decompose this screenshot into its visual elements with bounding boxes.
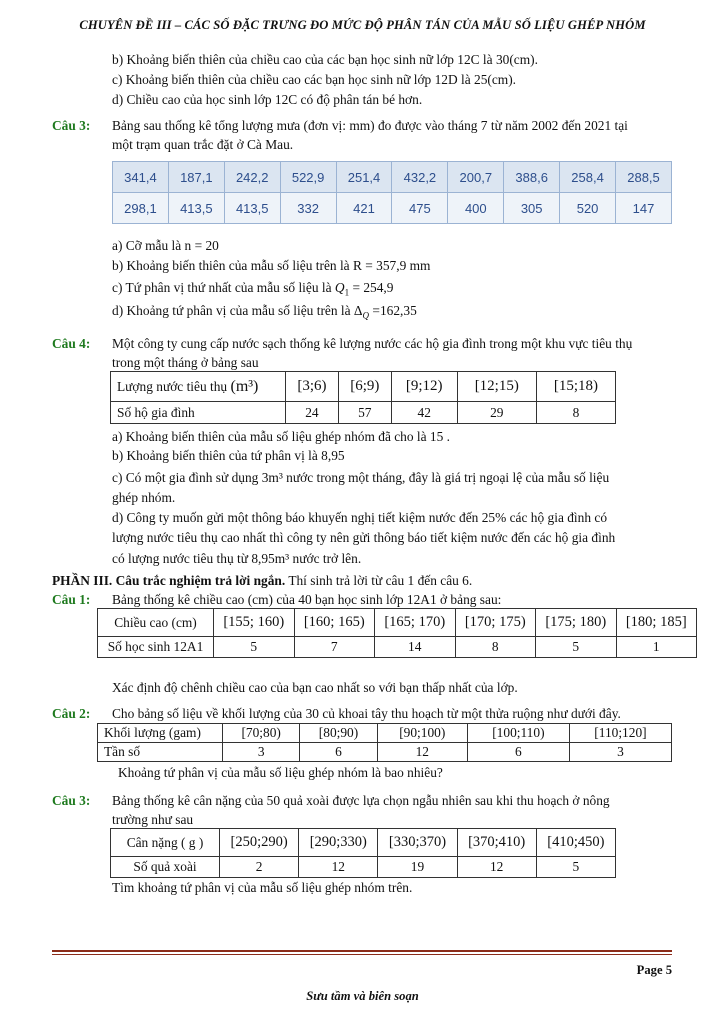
count-cell: 2 bbox=[220, 857, 299, 878]
count-cell: 14 bbox=[375, 637, 456, 658]
rain-cell: 522,9 bbox=[280, 162, 336, 193]
q4-text-1: Một công ty cung cấp nước sạch thống kê lượng nước các hộ gia đình trong một khu vực tiêu thụ bbox=[112, 336, 633, 351]
part3-title: PHẦN III. Câu trắc nghiệm trả lời ngắn. bbox=[52, 573, 286, 588]
interval-cell: [330;370) bbox=[378, 829, 457, 857]
count-cell: 7 bbox=[294, 637, 375, 658]
interval-cell: [70;80) bbox=[223, 724, 300, 743]
water-row-label bbox=[111, 372, 286, 402]
rain-cell: 520 bbox=[560, 193, 616, 224]
footer-rule-thin bbox=[52, 954, 672, 955]
q4-item-c-1: c) Có một gia đình sử dụng 3m³ nước trong một tháng, đây là giá trị ngoại lệ của mẫu số liệu bbox=[112, 470, 610, 485]
q3-item-b: b) Khoảng biến thiên của mẫu số liệu trên là R = 357,9 mm bbox=[112, 258, 431, 273]
count-cell: 57 bbox=[338, 402, 391, 424]
rain-cell: 242,2 bbox=[224, 162, 280, 193]
rain-cell: 400 bbox=[448, 193, 504, 224]
interval-cell: [90;100) bbox=[377, 724, 467, 743]
potato-count-label: Tần số bbox=[98, 743, 223, 762]
count-cell: 8 bbox=[536, 402, 615, 424]
height-row-counts bbox=[98, 637, 697, 658]
q3-d-text: d) Khoảng tứ phân vị của mẫu số liệu trên là bbox=[112, 303, 351, 318]
count-cell: 42 bbox=[391, 402, 457, 424]
footer-rule-thick bbox=[52, 950, 672, 952]
q4-item-a: a) Khoảng biến thiên của mẫu số liệu ghép nhóm đã cho là 15 . bbox=[112, 429, 451, 444]
q3-d-sub: Q bbox=[362, 310, 370, 321]
interval-cell: [250;290) bbox=[220, 829, 299, 857]
potato-row-counts bbox=[98, 743, 672, 762]
part3-subtitle: Thí sinh trả lời từ câu 1 đến câu 6. bbox=[288, 573, 473, 588]
interval-cell: [9;12) bbox=[391, 372, 457, 402]
count-cell: 19 bbox=[378, 857, 457, 878]
page-footer: Sưu tầm và biên soạn bbox=[306, 989, 419, 1003]
page-number: Page 5 bbox=[636, 963, 672, 977]
interval-cell: [180; 185] bbox=[616, 609, 697, 637]
count-cell: 24 bbox=[286, 402, 339, 424]
q3-c-sub: 1 bbox=[344, 287, 350, 298]
q3-d-var: Δ bbox=[353, 303, 363, 318]
potato-row-label: Khối lượng (gam) bbox=[98, 724, 223, 743]
q4-label: Câu 4: bbox=[52, 336, 91, 351]
q3-label: Câu 3: bbox=[52, 118, 91, 133]
p3q2-question: Khoảng tứ phân vị của mẫu số liệu ghép nhóm là bao nhiêu? bbox=[118, 765, 443, 780]
q4-item-d-1: d) Công ty muốn gửi một thông báo khuyến nghị tiết kiệm nước đến 25% các hộ gia đình có bbox=[112, 510, 608, 525]
rain-cell: 258,4 bbox=[560, 162, 616, 193]
count-cell: 12 bbox=[457, 857, 536, 878]
item-b: b) Khoảng biến thiên của chiều cao của các bạn học sinh nữ lớp 12C là 30(cm). bbox=[112, 52, 538, 67]
p3q3-question: Tìm khoảng tứ phân vị của mẫu số liệu ghép nhóm trên. bbox=[112, 880, 413, 895]
interval-cell: [3;6) bbox=[286, 372, 339, 402]
water-table bbox=[110, 371, 616, 424]
count-cell: 6 bbox=[467, 743, 569, 762]
count-cell: 3 bbox=[223, 743, 300, 762]
interval-cell: [410;450) bbox=[536, 829, 615, 857]
height-row-intervals bbox=[98, 609, 697, 637]
interval-cell: [160; 165) bbox=[294, 609, 375, 637]
q3-c-var: Q bbox=[334, 280, 345, 295]
count-cell: 3 bbox=[569, 743, 671, 762]
p3q3-text-1: Bảng thống kê cân nặng của 50 quả xoài được lựa chọn ngẫu nhiên sau khi thu hoạch ở nông bbox=[112, 793, 610, 808]
q3-c-text: c) Tứ phân vị thứ nhất của mẫu số liệu là bbox=[112, 280, 332, 295]
q3-text-2: một trạm quan trắc đặt ở Cà Mau. bbox=[112, 137, 294, 152]
rain-cell: 341,4 bbox=[113, 162, 169, 193]
q4-item-d-2: lượng nước tiêu thụ cao nhất thì công ty nên gửi thông báo tiết kiệm nước đến các hộ gia đình bbox=[112, 530, 616, 545]
height-table bbox=[97, 608, 697, 658]
rain-cell: 332 bbox=[280, 193, 336, 224]
rain-cell: 187,1 bbox=[168, 162, 224, 193]
mango-row-intervals bbox=[111, 829, 616, 857]
q3-item-a: a) Cỡ mẫu là n = 20 bbox=[112, 238, 219, 253]
rainfall-row-2 bbox=[113, 193, 672, 224]
interval-cell: [170; 175) bbox=[455, 609, 536, 637]
interval-cell: [155; 160) bbox=[214, 609, 295, 637]
interval-cell: [290;330) bbox=[299, 829, 378, 857]
p3q1-question: Xác định độ chênh chiều cao của bạn cao nhất so với bạn thấp nhất của lớp. bbox=[112, 680, 518, 695]
q4-item-d-3: có lượng nước tiêu thụ từ 8,95m³ nước trở lên. bbox=[112, 551, 362, 566]
water-count-label: Số hộ gia đình bbox=[111, 402, 286, 424]
p3q2-text: Cho bảng số liệu về khối lượng của 30 củ khoai tây thu hoạch từ một thửa ruộng như dưới đây. bbox=[112, 706, 621, 721]
interval-cell: [175; 180) bbox=[536, 609, 617, 637]
interval-cell: [6;9) bbox=[338, 372, 391, 402]
rainfall-table bbox=[112, 161, 672, 224]
p3q1-label: Câu 1: bbox=[52, 592, 91, 607]
water-row-label-text: Lượng nước tiêu thụ bbox=[117, 378, 228, 394]
count-cell: 5 bbox=[214, 637, 295, 658]
water-row-intervals bbox=[111, 372, 616, 402]
count-cell: 5 bbox=[536, 637, 617, 658]
p3q2-label: Câu 2: bbox=[52, 706, 91, 721]
count-cell: 12 bbox=[377, 743, 467, 762]
mango-row-label: Cân nặng ( g ) bbox=[111, 829, 220, 857]
water-unit: (m³) bbox=[230, 377, 259, 395]
p3q3-label: Câu 3: bbox=[52, 793, 91, 808]
mango-count-label: Số quả xoài bbox=[111, 857, 220, 878]
p3q3-text-2: trường như sau bbox=[112, 812, 194, 827]
rain-cell: 288,5 bbox=[616, 162, 672, 193]
rain-cell: 251,4 bbox=[336, 162, 392, 193]
potato-row-intervals bbox=[98, 724, 672, 743]
q3-d-val: =162,35 bbox=[372, 303, 417, 318]
count-cell: 29 bbox=[457, 402, 536, 424]
count-cell: 1 bbox=[616, 637, 697, 658]
rain-cell: 147 bbox=[616, 193, 672, 224]
rain-cell: 475 bbox=[392, 193, 448, 224]
water-row-counts bbox=[111, 402, 616, 424]
q3-text-1: Bảng sau thống kê tổng lượng mưa (đơn vị: mm) đo được vào tháng 7 từ năm 2002 đến 2021 tại bbox=[112, 118, 628, 133]
q4-item-b: b) Khoảng biến thiên của tứ phân vị là 8,95 bbox=[112, 448, 345, 463]
interval-cell: [165; 170) bbox=[375, 609, 456, 637]
rain-cell: 413,5 bbox=[224, 193, 280, 224]
count-cell: 12 bbox=[299, 857, 378, 878]
q3-c-val: = 254,9 bbox=[352, 280, 394, 295]
count-cell: 8 bbox=[455, 637, 536, 658]
part3-heading bbox=[52, 573, 472, 589]
count-cell: 6 bbox=[300, 743, 377, 762]
rain-cell: 305 bbox=[504, 193, 560, 224]
rain-cell: 298,1 bbox=[113, 193, 169, 224]
interval-cell: [100;110) bbox=[467, 724, 569, 743]
mango-table bbox=[110, 828, 616, 878]
rain-cell: 388,6 bbox=[504, 162, 560, 193]
interval-cell: [370;410) bbox=[457, 829, 536, 857]
q4-text-2: trong một tháng ở bảng sau bbox=[112, 355, 259, 370]
height-row-label: Chiều cao (cm) bbox=[98, 609, 214, 637]
rain-cell: 413,5 bbox=[168, 193, 224, 224]
page-header: CHUYÊN ĐỀ III – CÁC SỐ ĐẶC TRƯNG ĐO MỨC ĐỘ PHÂN TÁN CỦA MẪU SỐ LIỆU GHÉP NHÓM bbox=[79, 18, 646, 32]
interval-cell: [80;90) bbox=[300, 724, 377, 743]
rain-cell: 432,2 bbox=[392, 162, 448, 193]
item-c: c) Khoảng biến thiên của chiều cao các bạn học sinh nữ lớp 12D là 25(cm). bbox=[112, 72, 517, 87]
rainfall-row-1 bbox=[113, 162, 672, 193]
count-cell: 5 bbox=[536, 857, 615, 878]
rain-cell: 200,7 bbox=[448, 162, 504, 193]
mango-row-counts bbox=[111, 857, 616, 878]
interval-cell: [12;15) bbox=[457, 372, 536, 402]
q3-item-c bbox=[112, 280, 393, 301]
rain-cell: 421 bbox=[336, 193, 392, 224]
potato-table bbox=[97, 723, 672, 762]
q3-item-d bbox=[112, 303, 417, 324]
height-count-label: Số học sinh 12A1 bbox=[98, 637, 214, 658]
interval-cell: [15;18) bbox=[536, 372, 615, 402]
interval-cell: [110;120] bbox=[569, 724, 671, 743]
item-d: d) Chiều cao của học sinh lớp 12C có độ phân tán bé hơn. bbox=[112, 92, 423, 107]
q4-item-c-2: ghép nhóm. bbox=[112, 490, 176, 505]
p3q1-text: Bảng thống kê chiều cao (cm) của 40 bạn học sinh lớp 12A1 ở bảng sau: bbox=[112, 592, 502, 607]
